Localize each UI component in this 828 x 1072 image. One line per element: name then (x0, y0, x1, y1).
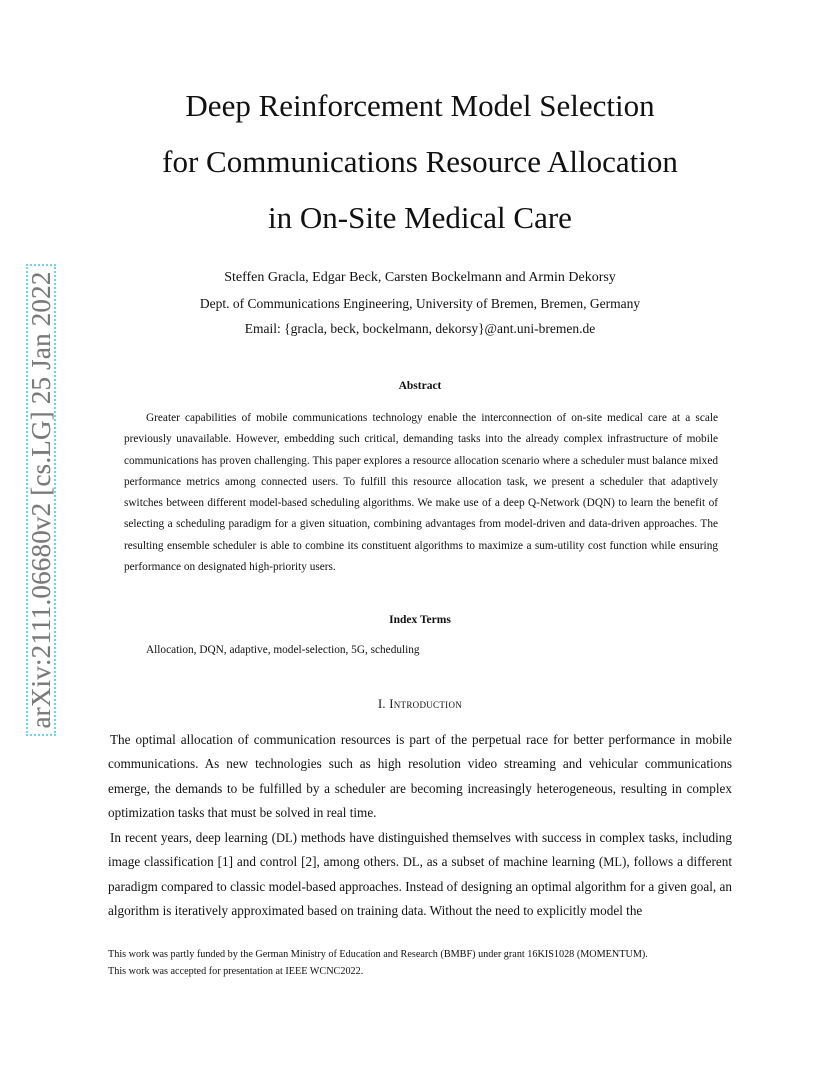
section-numeral: I. (377, 697, 386, 711)
footnote-acceptance: This work was accepted for presentation at IEEE WCNC2022. (108, 966, 364, 977)
p2-text-b: ) methods have distinguished themselves with success in complex tasks, including image classification [1] and control [2], among others. (108, 830, 732, 870)
affiliation: Dept. of Communications Engineering, University of Bremen, Bremen, Germany (199, 296, 641, 311)
p2-text-c: , as a subset of machine learning ( (419, 854, 604, 870)
arxiv-identifier-stamp (26, 264, 56, 736)
author-list: Steffen Gracla, Edgar Beck, Carsten Bockelmann and Armin Dekorsy (224, 270, 616, 285)
index-terms-heading: Index Terms (389, 614, 451, 626)
title-line-2: for Communications Resource Allocation (162, 144, 678, 179)
section-heading-introduction (108, 697, 732, 712)
intro-paragraph-1: The optimal allocation of communication resources is part of the perpetual race for better performance in mobile communications. As new technologies such as high resolution video streaming and vehicular communications emerge, the demands to be fulfilled by a scheduler are becoming increasingly heterogeneous, resulting in complex optimization tasks that must be solved in real time. (108, 732, 732, 821)
acronym-ml: ML (603, 855, 623, 870)
paper-title (108, 78, 732, 246)
abstract-heading: Abstract (398, 380, 442, 392)
arxiv-identifier-text: arXiv:2111.06680v2 [cs.LG] 25 Jan 2022 (26, 271, 56, 729)
section-title: Introduction (389, 697, 463, 711)
acronym-dl-2: DL (402, 855, 420, 870)
index-terms-text: Allocation, DQN, adaptive, model-selection, 5G, scheduling (146, 644, 420, 656)
acronym-dl-1: DL (275, 831, 293, 845)
abstract-text: Greater capabilities of mobile communications technology enable the interconnection of on-site medical care at a scale previously unavailable. However, embedding such critical, demanding tasks into the already complex infrastructure of mobile communications has proven challenging. This paper explores a resource allocation scenario where a scheduler must balance mixed performance metrics among connected users. To fulfill this resource allocation task, we present a scheduler that adaptively switches between different model-based scheduling algorithms. We make use of a deep Q-Network (DQN) to learn the benefit of selecting a scheduling paradigm for a given situation, combining advantages from model-driven and data-driven approaches. The resulting ensemble scheduler is able to combine its constituent algorithms to maximize a sum-utility cost function while ensuring performance on designated high-priority users. (124, 412, 718, 574)
p2-text-d: ), follows a different paradigm compared to classic model-based approaches. Instead of designing an optimal algorithm for a given goal, an algorithm is iteratively approximated based on training data. Without the need to explicitly model the (108, 854, 733, 919)
author-email: Email: {gracla, beck, bockelmann, dekorsy}@ant.uni-bremen.de (244, 321, 596, 336)
footnote-funding: This work was partly funded by the German Ministry of Education and Research (BMBF) under grant 16KIS1028 (MOMENTUM). (108, 949, 648, 960)
p2-text-a: In recent years, deep learning ( (110, 830, 276, 845)
title-line-1: Deep Reinforcement Model Selection (185, 88, 655, 123)
title-line-3: in On-Site Medical Care (268, 200, 572, 235)
intro-paragraph-2 (108, 826, 732, 924)
